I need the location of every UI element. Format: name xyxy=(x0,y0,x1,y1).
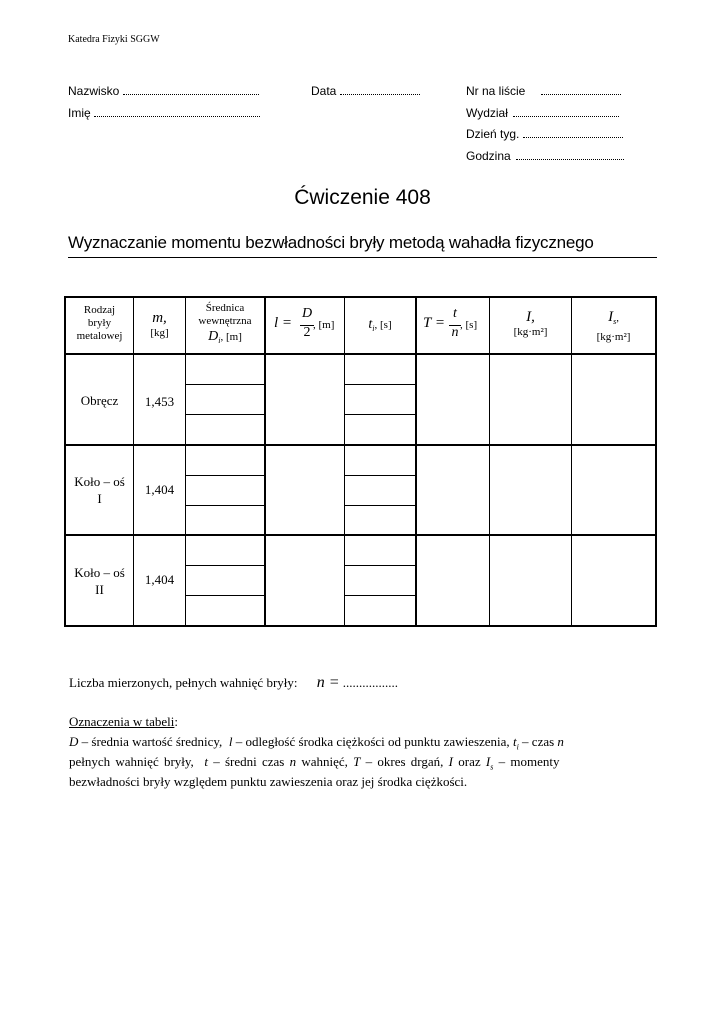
row-label-ring: Obręcz xyxy=(80,393,119,408)
group-divider-1 xyxy=(64,444,657,446)
sub-row-line xyxy=(345,565,416,566)
exercise-title: Ćwiczenie 408 xyxy=(294,186,431,209)
subtitle-rule xyxy=(68,257,657,258)
sub-row-line xyxy=(186,384,265,385)
table-border-bottom xyxy=(64,625,657,627)
row-label-wheel-axis-1: Koło – oś I xyxy=(74,474,125,506)
header-diameter: Średnica wewnętrzna $D_i$, [m] xyxy=(198,302,252,346)
name-field[interactable] xyxy=(68,106,260,120)
sub-row-line xyxy=(186,505,265,506)
legend-heading: Oznaczenia w tabeli: xyxy=(69,714,179,729)
legend-line-1: D – średnia wartość średnicy, l – odległość środka ciężkości od punktu zawieszenia, $t_i$ – czas n xyxy=(69,734,564,752)
table-border-right xyxy=(655,296,657,627)
surname-label: Nazwisko xyxy=(68,84,120,98)
sub-row-line xyxy=(345,384,416,385)
legend-line-2: pełnych wahnięć bryły, t – średni czas n wahnięć, T – okres drgań, I oraz $I_s$ – momenty xyxy=(69,754,560,772)
sub-row-line xyxy=(186,414,265,415)
faculty-dots xyxy=(513,106,619,117)
hour-label: Godzina xyxy=(466,149,511,163)
weekday-field[interactable] xyxy=(466,127,623,141)
group-divider-2 xyxy=(64,534,657,536)
col-divider-7 xyxy=(571,296,572,627)
header-T: T = t n , [s] xyxy=(423,306,478,340)
list-number-dots xyxy=(541,84,621,95)
header-t: $t_i$, [s] xyxy=(368,317,392,334)
institution-header: Katedra Fizyki SGGW xyxy=(68,34,160,45)
date-label: Data xyxy=(311,84,337,98)
list-number-label: Nr na liście xyxy=(466,84,526,98)
mass-value-wheel-axis-2: 1,404 xyxy=(144,572,175,587)
date-dots xyxy=(340,84,420,95)
header-Is: $I_s$, [kg·m²] xyxy=(596,309,631,344)
header-l: l = D 2 , [m] xyxy=(274,306,335,340)
date-field[interactable] xyxy=(311,84,420,98)
sub-row-line xyxy=(345,595,416,596)
faculty-field[interactable] xyxy=(466,106,619,120)
weekday-label: Dzień tyg. xyxy=(466,127,520,141)
faculty-label: Wydział xyxy=(466,106,508,120)
table-border-top xyxy=(64,296,657,298)
surname-dots xyxy=(123,84,259,95)
hour-dots xyxy=(516,149,624,160)
list-number-field[interactable] xyxy=(466,84,621,98)
weekday-dots xyxy=(523,127,623,138)
exercise-subtitle: Wyznaczanie momentu bezwładności bryły metodą wahadła fizycznego xyxy=(68,233,594,252)
header-I: I, [kg·m²] xyxy=(513,309,548,338)
row-label-wheel-axis-2: Koło – oś II xyxy=(74,565,125,597)
hour-field[interactable] xyxy=(466,149,624,163)
legend-line-3: bezwładności bryły względem punktu zawieszenia oraz jej środka ciężkości. xyxy=(69,774,468,789)
mass-value-ring: 1,453 xyxy=(144,394,175,409)
measurement-count-line: Liczba mierzonych, pełnych wahnięć bryły: n = ................. xyxy=(69,674,399,691)
header-divider xyxy=(64,353,657,355)
sub-row-line xyxy=(186,475,265,476)
sub-row-line xyxy=(345,505,416,506)
header-body-type: Rodzaj bryły metalowej xyxy=(76,304,123,342)
header-mass: m, [kg] xyxy=(150,310,169,339)
measurement-table xyxy=(64,296,657,627)
sub-row-line xyxy=(186,565,265,566)
n-dots[interactable]: ................. xyxy=(342,675,399,690)
mass-value-wheel-axis-1: 1,404 xyxy=(144,482,175,497)
col-divider-4 xyxy=(344,296,345,627)
surname-field[interactable] xyxy=(68,84,259,98)
col-divider-6 xyxy=(489,296,490,627)
name-label: Imię xyxy=(68,106,91,120)
name-dots xyxy=(94,106,260,117)
sub-row-line xyxy=(345,475,416,476)
sub-row-line xyxy=(345,414,416,415)
sub-row-line xyxy=(186,595,265,596)
